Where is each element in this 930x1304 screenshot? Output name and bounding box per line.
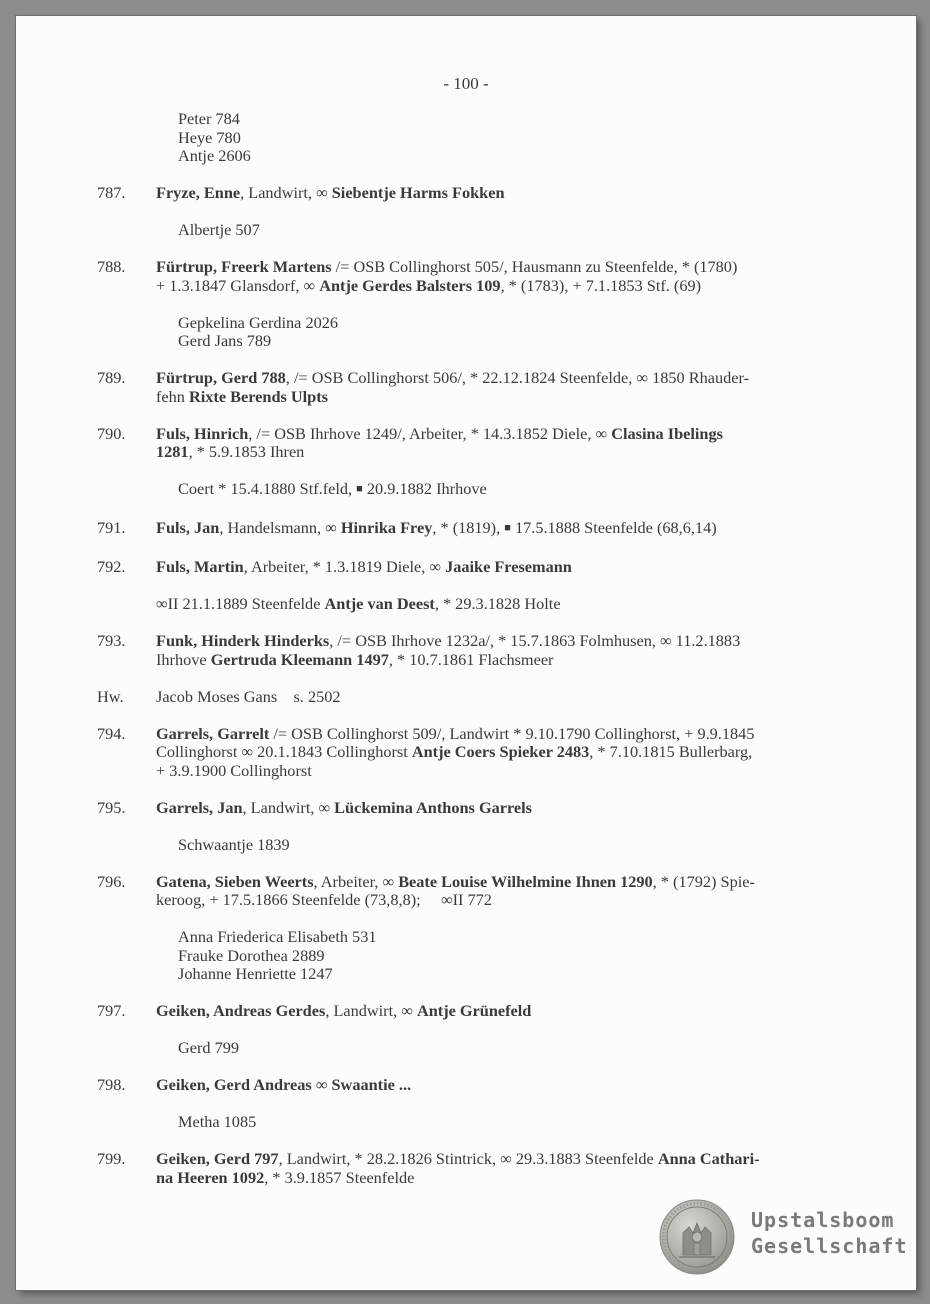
logo-line-1: Upstalsboom <box>751 1208 895 1232</box>
entry-number: 796. <box>97 871 126 891</box>
entry-number: 799. <box>97 1149 126 1168</box>
entry-789: 789. Fürtrup, Gerd 788, /= OSB Collinghorst 506/, * 22.12.1824 Steenfelde, ∞ 1850 Rhauder- fehn Rixte Berends Ulpts <box>97 368 749 406</box>
entry-number: 798. <box>97 1075 126 1094</box>
entry-number: 793. <box>97 631 126 650</box>
genealogy-entries <box>97 110 877 1187</box>
child-line: Peter 784 <box>178 109 240 128</box>
child-line: Gerd Jans 789 <box>178 331 272 350</box>
child-line: Heye 780 <box>178 127 241 147</box>
entry-number: 797. <box>97 1001 126 1020</box>
entry-791: 791. Fuls, Jan, Handelsmann, ∞ Hinrika Frey, * (1819), ■ 17.5.1888 Steenfelde (68,6,14) <box>97 519 877 540</box>
burial-symbol: ■ <box>356 483 363 495</box>
entry-787: 787. Fryze, Enne, Landwirt, ∞ Siebentje Harms Fokken <box>97 183 505 202</box>
child-line: Gerd 799 <box>178 1038 240 1057</box>
entry-796: 796. Gatena, Sieben Weerts, Arbeiter, ∞ Beate Louise Wilhelmine Ihnen 1290, * (1792) Spie- keroog, + 17.5.1866 Steenfelde (73,8,8); ∞II 772 <box>97 871 755 909</box>
entry-hw: Hw. Jacob Moses Gans s. 2502 <box>97 686 341 706</box>
child-line: Metha 1085 <box>178 1112 257 1131</box>
entry-number: 788. <box>97 257 126 276</box>
entry-number: 789. <box>97 368 126 387</box>
entry-795: 795. Garrels, Jan, Landwirt, ∞ Lückemina Anthons Garrels <box>97 797 532 817</box>
entry-788: 788. Fürtrup, Freerk Martens /= OSB Collinghorst 505/, Hausmann zu Steenfelde, * (1780) + 1.3.1847 Glansdorf, ∞ Antje Gerdes Balsters 109, * (1783), + 7.1.1853 Stf. (69) <box>97 257 738 295</box>
entry-number: 791. <box>97 518 126 537</box>
child-line: Gepkelina Gerdina 2026 <box>178 312 339 332</box>
upstalsboom-logo <box>659 1199 916 1279</box>
entry-794: 794. Garrels, Garrelt /= OSB Collinghorst 509/, Landwirt * 9.10.1790 Collinghorst, + 9.9.1845 Collinghorst ∞ 20.1.1843 Collinghorst Antje Coers Spieker 2483, * 7.10.1815 Bullerbarg, + 3.9.1900 Collinghorst <box>97 723 755 780</box>
second-marriage-line: ∞II 21.1.1889 Steenfelde Antje van Deest, * 29.3.1828 Holte <box>156 594 561 613</box>
page-number: - 100 - <box>443 74 489 93</box>
entry-797: 797. Geiken, Andreas Gerdes, Landwirt, ∞ Antje Grünefeld <box>97 1001 532 1020</box>
entry-798: 798. Geiken, Gerd Andreas ∞ Swaantie ... <box>97 1075 412 1094</box>
entry-number: 787. <box>97 183 126 202</box>
child-line: Antje 2606 <box>178 146 251 165</box>
entry-number: 795. <box>97 797 126 817</box>
entry-793: 793. Funk, Hinderk Hinderks, /= OSB Ihrhove 1232a/, * 15.7.1863 Folmhusen, ∞ 11.2.1883 Ihrhove Gertruda Kleemann 1497, * 10.7.1861 Flachsmeer <box>97 631 741 669</box>
seal-icon <box>659 1199 735 1275</box>
entry-number: 790. <box>97 423 126 443</box>
child-line: Johanne Henriette 1247 <box>178 964 333 983</box>
child-line: Coert * 15.4.1880 Stf.feld, ■ 20.9.1882 Ihrhove <box>178 479 487 498</box>
entry-799: 799. Geiken, Gerd 797, Landwirt, * 28.2.1826 Stintrick, ∞ 29.3.1883 Steenfelde Anna Cathari- na Heeren 1092, * 3.9.1857 Steenfelde <box>97 1149 760 1187</box>
child-line: Schwaantje 1839 <box>178 834 290 854</box>
burial-symbol: ■ <box>504 522 511 534</box>
entry-number: 792. <box>97 557 126 576</box>
document-page <box>16 16 916 1290</box>
entry-number: Hw. <box>97 686 124 706</box>
entry-792: 792. Fuls, Martin, Arbeiter, * 1.3.1819 Diele, ∞ Jaaike Fresemann <box>97 557 572 576</box>
logo-line-2: Gesellschaft <box>751 1234 908 1258</box>
child-line: Anna Friederica Elisabeth 531 <box>178 927 377 946</box>
entry-790: 790. Fuls, Hinrich, /= OSB Ihrhove 1249/, Arbeiter, * 14.3.1852 Diele, ∞ Clasina Ibelings 1281, * 5.9.1853 Ihren <box>97 423 723 461</box>
child-line: Frauke Dorothea 2889 <box>178 945 325 965</box>
child-line: Albertje 507 <box>178 220 260 239</box>
entry-number: 794. <box>97 723 126 743</box>
